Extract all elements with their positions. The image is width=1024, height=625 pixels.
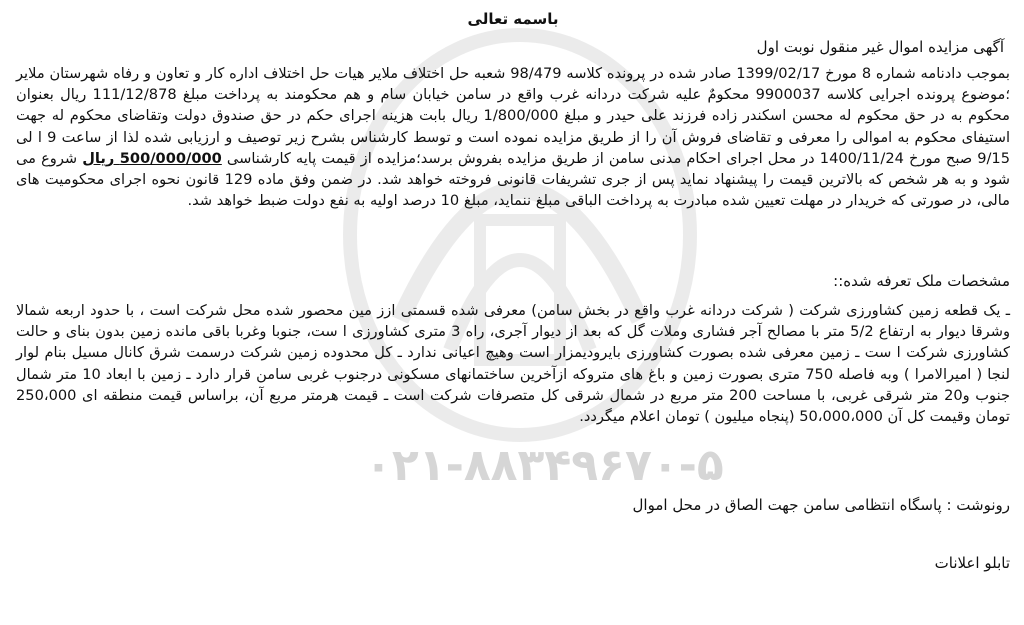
footer-copy-line: رونوشت : پاسگاه انتظامی سامن جهت الصاق در محل اموال <box>632 496 1010 514</box>
notice-subtitle: آگهی مزایده اموال غیر منقول نوبت اول <box>756 38 1004 56</box>
paragraph-text-after: شروع می شود و به هر شخص که بالاترین قیمت را پیشنهاد نماید پس از جری تشریفات قانونی فروخته خواهد شد. در ضمن وفق ماده 129 قانون نحوه اجرای محکومیت های مالی، در صورتی که خریدار در مهلت تعیین شده مبادرت به پرداخت الباقی مبلغ ننماید، مبلغ 10 درصد اولیه به نفع دولت ضبط خواهد شد. <box>16 149 1010 210</box>
notice-paragraph-main <box>16 63 1010 211</box>
section-title: مشخصات ملک تعرفه شده:: <box>833 272 1010 290</box>
document-heading: باسمه تعالی <box>467 10 559 28</box>
property-description: ـ یک قطعه زمین کشاورزی شرکت ( شرکت دردانه غرب واقع در بخش سامن) معرفی شده قسمتی ازز مین محصور شده محل شرکت است ، با حدود اربعه شمالا وشرقا دیوار به ارتفاع 5/2 متر با مصالح آجر فشاری وملات گل که بعد از دیوار آجری، راه 3 متری کشاورزی ا ست، جنوبا وغربا باقی مانده زمین بدون بنای و حالت کشاورزی شرکت ا ست ـ زمین معرفی شده بصورت کشاورزی بایرودیمزار است وهیچ اعیانی ندارد ـ کل محدوده زمین شرکت درسمت شرق کانال مسیل بنام لوار لنجا ( امیرالامرا ) وبه فاصله 750 متری بصورت زمین و باغ های متروکه ازآخرین ساختمانهای مسکونی درجنوب غربی سامن قرار دارد ـ زمین با ابعاد 10 متر شمال جنوب و20 متر شرقی غربی، با مساحت 200 متر مربع در شمال شرقی کل متصرفات شرکت است ـ قیمت هرمتر مربع آن، براساس قیمت منطقه ای 250،000 تومان وقیمت کل آن 50،000،000 (پنجاه میلیون ) تومان اعلام میگردد. <box>16 302 1011 426</box>
watermark-phone: ۰۲۱-۸۸۳۴۹۶۷۰-۵ <box>365 440 724 491</box>
footer-board-line: تابلو اعلانات <box>934 554 1010 572</box>
notice-document <box>16 0 1010 625</box>
base-price: 500/000/000 ریال <box>82 149 222 167</box>
paragraph-text-before: بموجب دادنامه شماره 8 مورخ 1399/02/17 صادر شده در پرونده کلاسه 98/479 شعبه حل اختلاف ملایر هیات حل اختلاف اداره کار و تعاون و رفاه شهرستان ملایر ؛موضوع پرونده اجرایی کلاسه 9900037 محکومٌ علیه شرکت دردانه غرب واقع در سامن خیابان سام و هم محکومند به پرداخت مبلغ 111/12/878 ریال بعنوان محکوم به در حق محکوم له محسن اسکندر زاده فرزند علی حیدر و مبلغ 1/800/000 ریال بابت هزینه اجرای حکم در حق صندوق دولت وتقاضای محکوم له جهت استیفای محکوم به اموالی را معرفی و تقاضای فروش آن را از طریق مزایده نموده است و توسط کارشناس بشرح زیر توصیف و ارزیابی شده لذا از ساعت 9 ا لی 9/15 صبح مورخ 1400/11/24 در محل اجرای احکام مدنی سامن از طریق مزایده بفروش برسد؛مزایده از قیمت پایه کارشناسی <box>16 65 1011 167</box>
